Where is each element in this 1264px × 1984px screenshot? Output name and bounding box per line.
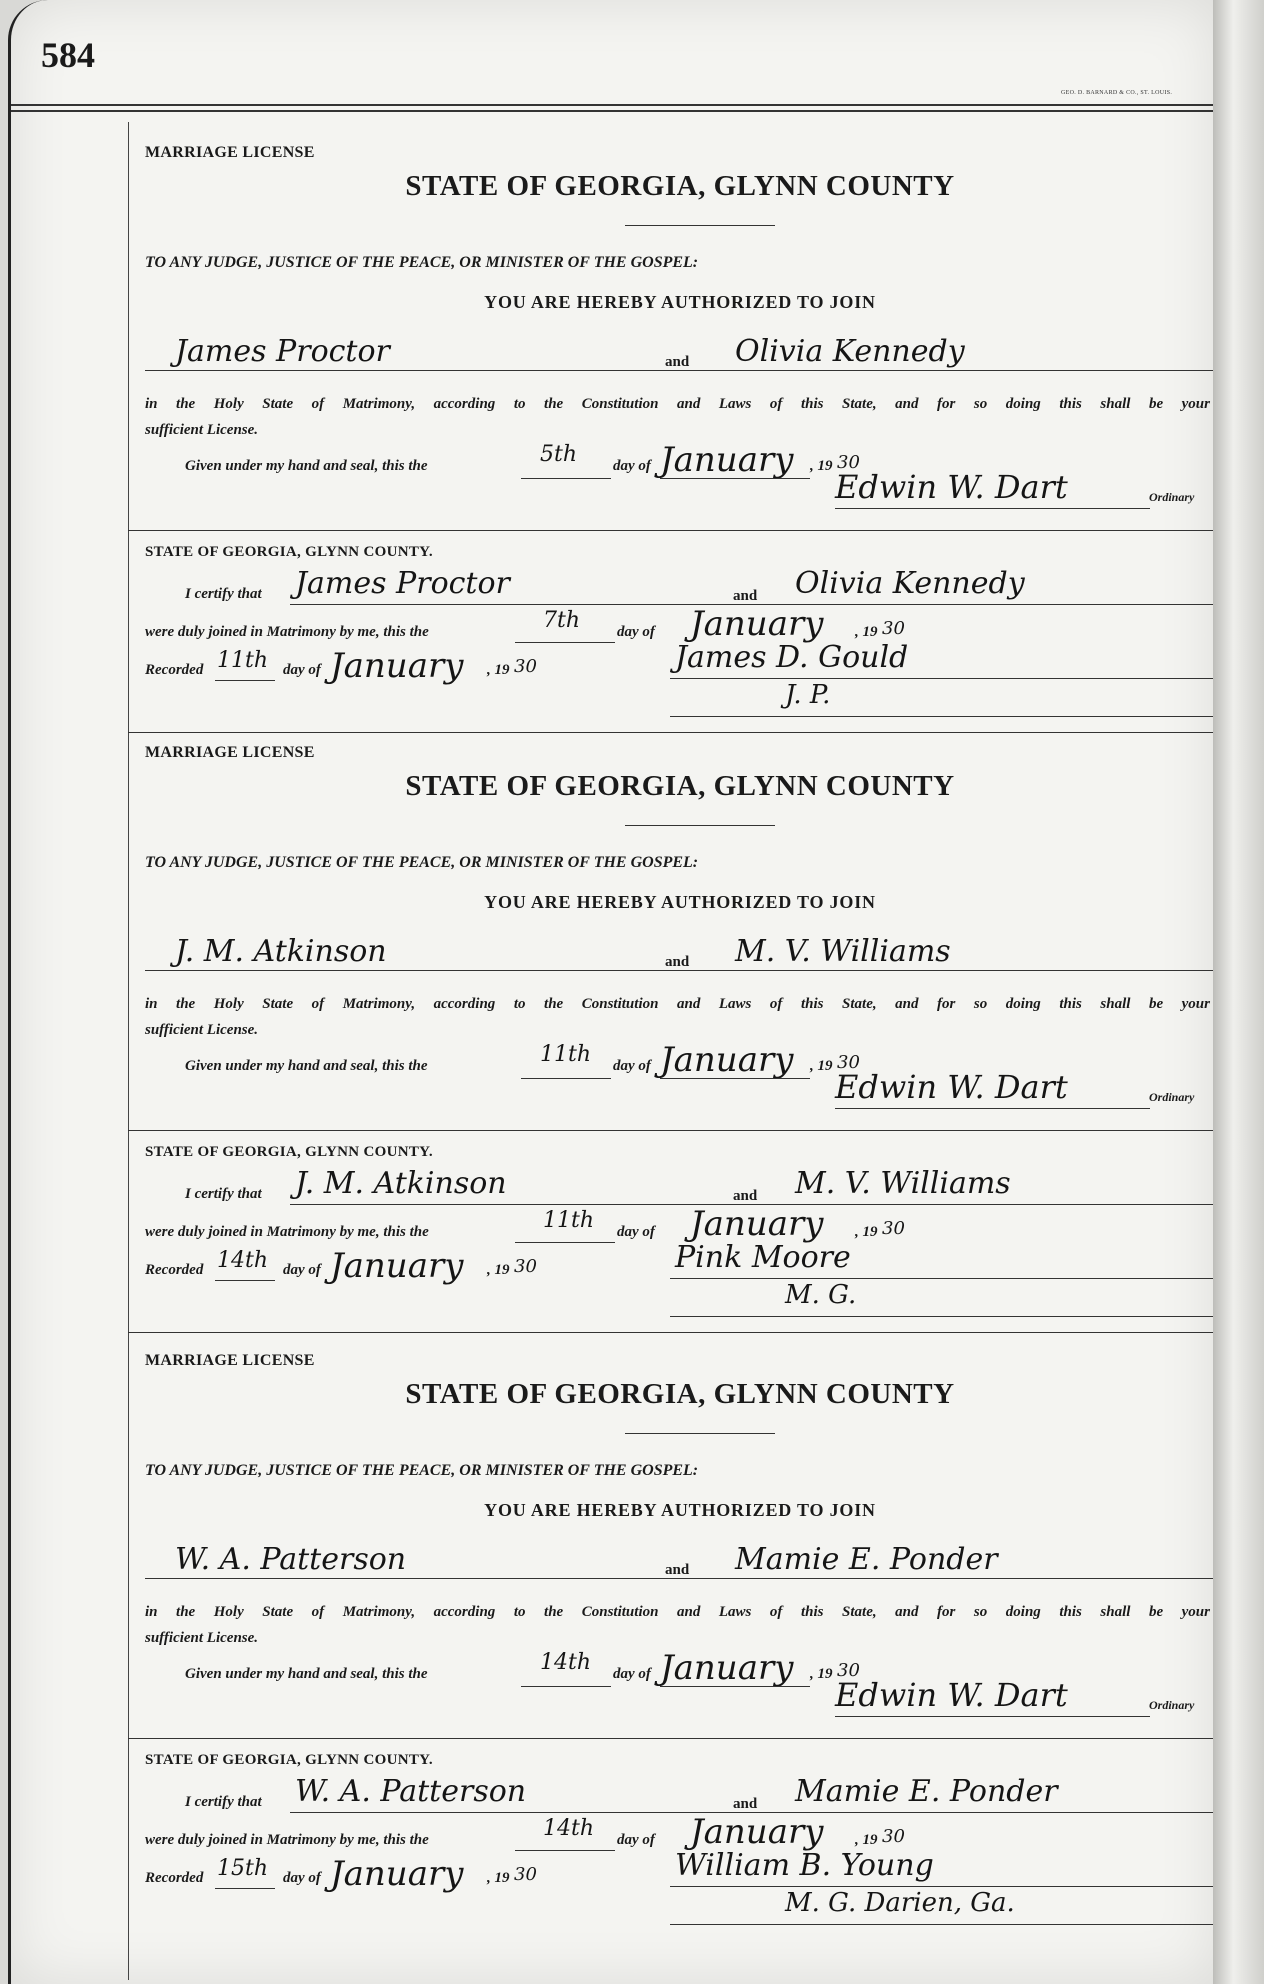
officiant-title-line [670,1316,1215,1317]
ordinary-line [835,508,1150,509]
joined-year-prefix: , 19 [855,624,878,640]
officiant-signature: Pink Moore [675,1240,851,1275]
certificate-header: STATE OF GEORGIA, GLYNN COUNTY. [145,1144,433,1160]
bride-name: M. V. Williams [735,934,951,969]
married-month: January [690,1204,824,1244]
joined-text: were duly joined in Matrimony by me, this the [145,624,429,640]
recorded-year: 30 [514,656,537,677]
title-rule [625,225,775,226]
and-label: and [665,954,690,970]
recorded-year-prefix: , 19 [487,662,510,678]
page-number: 584 [41,35,95,75]
recorded-month: January [330,1854,464,1894]
license-label: MARRIAGE LICENSE [145,1352,315,1369]
certify-text: I certify that [185,586,262,602]
day-line [521,478,611,479]
license-title: STATE OF GEORGIA, GLYNN COUNTY [405,170,955,202]
license-day: 11th [540,1042,592,1067]
license-month: January [660,1040,794,1080]
matrimony-text: in the Holy State of Matrimony, according to the Constitution and Laws of this State, and for so doing this shall be your [145,1604,1210,1620]
marriage-license-block [145,120,1215,530]
license-label: MARRIAGE LICENSE [145,144,315,161]
certify-text: I certify that [185,1794,262,1810]
married-day: 11th [543,1208,595,1233]
recorded-year-prefix: , 19 [487,1262,510,1278]
joined-day-of: day of [617,1832,655,1848]
sufficient-license: sufficient License. [145,1022,259,1038]
groom-name: W. A. Patterson [175,1542,407,1577]
marriage-license-block [145,720,1215,1130]
officiant-line [670,1886,1215,1887]
ordinary-line [835,1108,1150,1109]
certify-row [145,1164,1215,1214]
month-line [660,1078,810,1079]
recorded-text: Recorded [145,1870,204,1886]
adjacent-page-edge [1213,0,1264,1984]
married-year: 30 [882,1218,905,1239]
recorded-day-line [215,1888,275,1889]
recorded-day-line [215,1280,275,1281]
and-label: and [665,354,690,370]
title-rule [625,825,775,826]
given-text: Given under my hand and seal, this the [185,458,428,474]
recorded-year-prefix: , 19 [487,1870,510,1886]
certify-row [145,564,1215,614]
sufficient-license: sufficient License. [145,422,259,438]
couple-line [145,1578,1215,1579]
ordinary-signature: Edwin W. Dart [835,1068,1068,1106]
recorded-month: January [330,646,464,686]
license-year: 30 [837,1052,860,1073]
certify-row [145,1772,1215,1822]
license-month: January [660,440,794,480]
bride-name: Mamie E. Ponder [735,1542,998,1577]
recorded-row [145,1848,1215,1926]
year-prefix: , 19 [810,1666,833,1682]
cert-groom: W. A. Patterson [295,1774,527,1809]
given-row [145,1646,1215,1714]
groom-name: J. M. Atkinson [175,934,387,969]
joined-day-of: day of [617,1224,655,1240]
officiant-title-line [670,716,1215,717]
joined-year-prefix: , 19 [855,1224,878,1240]
license-title: STATE OF GEORGIA, GLYNN COUNTY [405,770,955,802]
couple-line [145,370,1215,371]
sufficient-license: sufficient License. [145,1630,259,1646]
certificate-header: STATE OF GEORGIA, GLYNN COUNTY. [145,1752,433,1768]
license-day: 14th [540,1650,592,1675]
groom-name: James Proctor [175,334,390,369]
license-label: MARRIAGE LICENSE [145,744,315,761]
joined-day-of: day of [617,624,655,640]
recorded-text: Recorded [145,662,204,678]
recorded-day-of: day of [283,662,321,678]
ordinary-label: Ordinary [1149,1698,1195,1712]
couple-row [145,330,1215,376]
matrimony-text: in the Holy State of Matrimony, according to the Constitution and Laws of this State, and for so doing this shall be your [145,996,1210,1012]
ordinary-line [835,1716,1150,1717]
to-any-judge: TO ANY JUDGE, JUSTICE OF THE PEACE, OR MINISTER OF THE GOSPEL: [145,1462,699,1479]
officiant-title-line [670,1924,1215,1925]
recorded-month: January [330,1246,464,1286]
married-day-line [515,1242,615,1243]
recorded-day: 11th [217,648,269,673]
ordinary-signature: Edwin W. Dart [835,1676,1068,1714]
bride-name: Olivia Kennedy [735,334,965,369]
cert-groom: J. M. Atkinson [295,1166,507,1201]
recorded-day-of: day of [283,1262,321,1278]
cert-and: and [733,1796,758,1812]
recorded-text: Recorded [145,1262,204,1278]
married-month: January [690,1812,824,1852]
day-line [521,1686,611,1687]
register-page [8,0,1216,1984]
certificate-block [145,1738,1215,1938]
publisher-imprint: GEO. D. BARNARD & CO., ST. LOUIS. [1061,90,1173,96]
cert-bride: Mamie E. Ponder [795,1774,1058,1809]
recorded-row [145,640,1215,718]
officiant-title: J. P. [785,680,831,710]
cert-and: and [733,588,758,604]
license-title: STATE OF GEORGIA, GLYNN COUNTY [405,1378,955,1410]
recorded-day: 15th [217,1856,269,1881]
married-month: January [690,604,824,644]
given-row [145,1038,1215,1106]
recorded-year: 30 [514,1256,537,1277]
given-text: Given under my hand and seal, this the [185,1666,428,1682]
authorized-to-join: YOU ARE HEREBY AUTHORIZED TO JOIN [484,292,876,312]
month-line [660,478,810,479]
officiant-signature: William B. Young [675,1848,934,1883]
day-of-label: day of [613,458,651,474]
header-rule-secondary [11,110,1216,112]
married-day: 7th [543,608,581,633]
day-line [521,1078,611,1079]
joined-year-prefix: , 19 [855,1832,878,1848]
officiant-line [670,678,1215,679]
matrimony-text: in the Holy State of Matrimony, according to the Constitution and Laws of this State, and for so doing this shall be your [145,396,1210,412]
license-day: 5th [540,442,578,467]
to-any-judge: TO ANY JUDGE, JUSTICE OF THE PEACE, OR MINISTER OF THE GOSPEL: [145,854,699,871]
married-day-line [515,642,615,643]
certify-text: I certify that [185,1186,262,1202]
recorded-day-line [215,680,275,681]
married-day-line [515,1850,615,1851]
married-year: 30 [882,618,905,639]
recorded-row [145,1240,1215,1318]
license-year: 30 [837,452,860,473]
ordinary-signature: Edwin W. Dart [835,468,1068,506]
couple-row [145,1538,1215,1584]
officiant-signature: James D. Gould [675,640,909,675]
authorized-to-join: YOU ARE HEREBY AUTHORIZED TO JOIN [484,1500,876,1520]
marriage-license-block [145,1328,1215,1738]
ordinary-label: Ordinary [1149,490,1195,504]
recorded-year: 30 [514,1864,537,1885]
officiant-line [670,1278,1215,1279]
couple-row [145,930,1215,976]
and-label: and [665,1562,690,1578]
license-year: 30 [837,1660,860,1681]
title-rule [625,1433,775,1434]
month-line [660,1686,810,1687]
couple-line [145,970,1215,971]
officiant-title: M. G. Darien, Ga. [785,1888,1015,1918]
day-of-label: day of [613,1666,651,1682]
cert-bride: Olivia Kennedy [795,566,1025,601]
authorized-to-join: YOU ARE HEREBY AUTHORIZED TO JOIN [484,892,876,912]
joined-text: were duly joined in Matrimony by me, this the [145,1224,429,1240]
ordinary-label: Ordinary [1149,1090,1195,1104]
day-of-label: day of [613,1058,651,1074]
year-prefix: , 19 [810,1058,833,1074]
cert-bride: M. V. Williams [795,1166,1011,1201]
recorded-day-of: day of [283,1870,321,1886]
header-rule [11,104,1216,106]
to-any-judge: TO ANY JUDGE, JUSTICE OF THE PEACE, OR MINISTER OF THE GOSPEL: [145,254,699,271]
certificate-block [145,1130,1215,1330]
year-prefix: , 19 [810,458,833,474]
certificate-header: STATE OF GEORGIA, GLYNN COUNTY. [145,544,433,560]
margin-rule-left [128,122,129,1980]
joined-text: were duly joined in Matrimony by me, this the [145,1832,429,1848]
license-month: January [660,1648,794,1688]
recorded-day: 14th [217,1248,269,1273]
given-row [145,438,1215,506]
married-year: 30 [882,1826,905,1847]
certificate-block [145,530,1215,730]
given-text: Given under my hand and seal, this the [185,1058,428,1074]
cert-groom: James Proctor [295,566,510,601]
officiant-title: M. G. [785,1280,857,1310]
cert-and: and [733,1188,758,1204]
married-day: 14th [543,1816,595,1841]
